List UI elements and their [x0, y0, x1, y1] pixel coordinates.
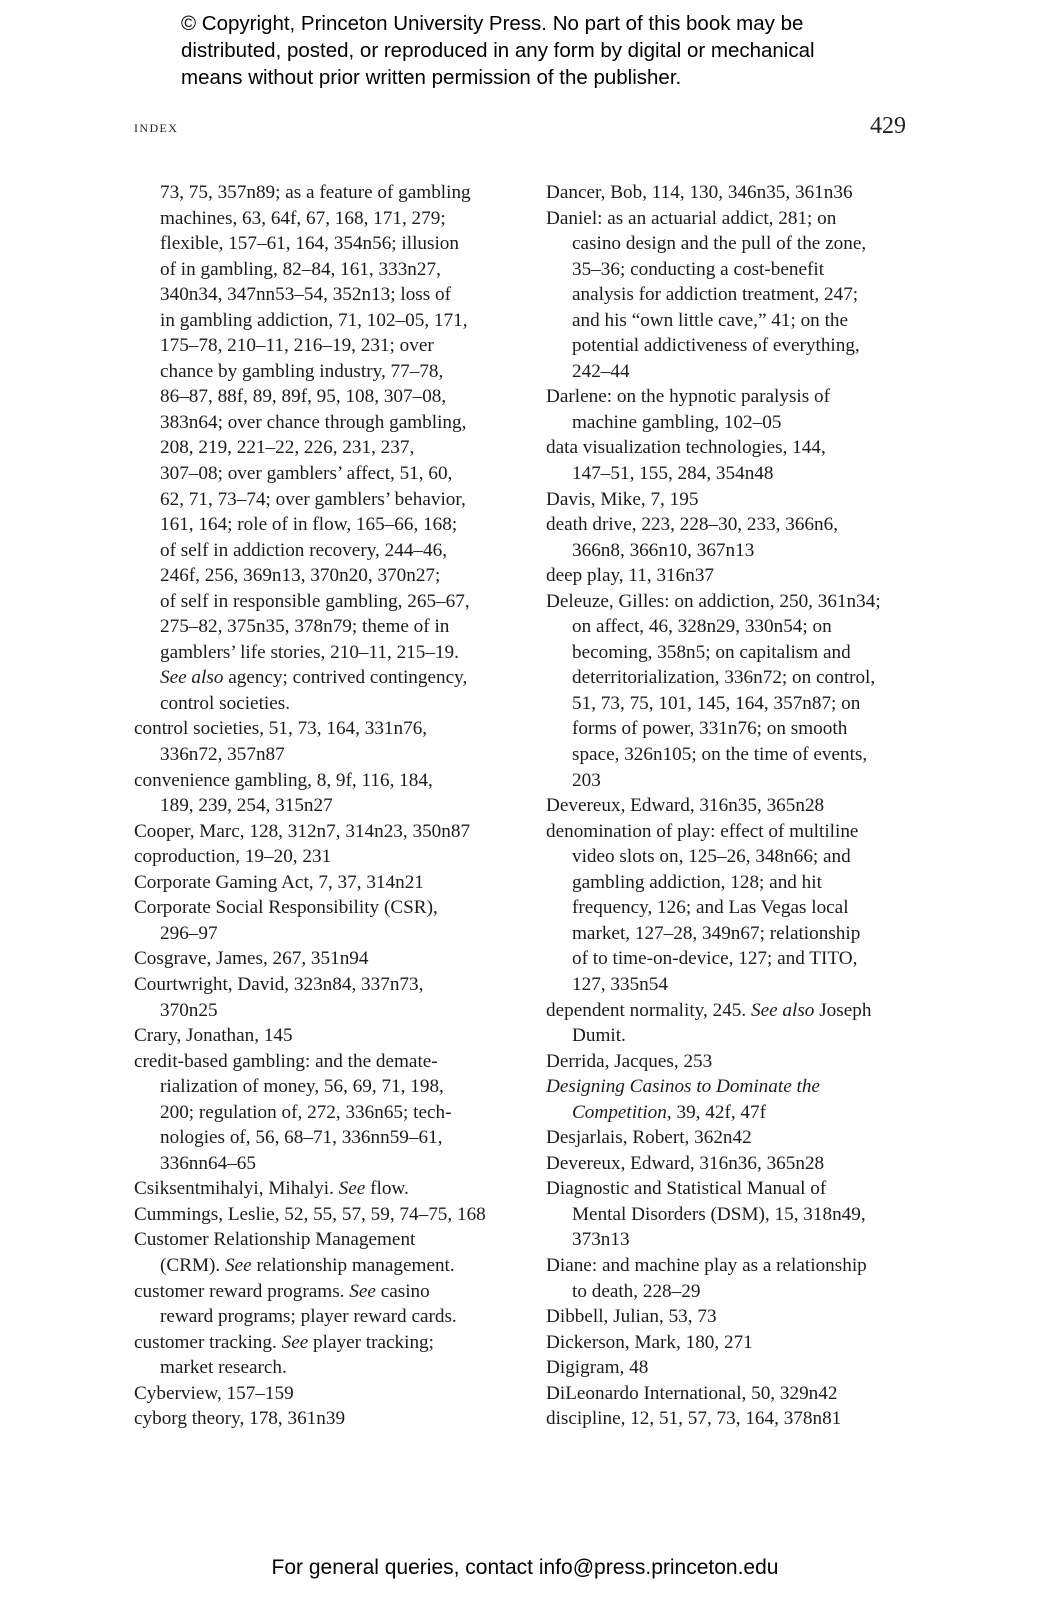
index-entry-continuation	[546, 742, 931, 768]
index-text: death drive, 223, 228–30, 233, 366n6,	[546, 514, 839, 536]
index-text: Diane: and machine play as a relationship	[546, 1254, 867, 1276]
index-entry-continuation	[546, 257, 931, 283]
footer-contact: For general queries, contact info@press.princeton.edu	[271, 1556, 779, 1579]
index-text: 307–08; over gamblers’ affect, 51, 60,	[160, 463, 453, 485]
index-entry-continuation	[134, 691, 519, 717]
index-text: (CRM).	[160, 1254, 226, 1276]
index-text: and his “own little cave,” 41; on the	[572, 309, 849, 331]
running-head-title: index	[134, 117, 179, 136]
index-entry-continuation	[546, 538, 931, 564]
index-text: Cyberview, 157–159	[134, 1382, 294, 1404]
index-entry	[134, 1406, 519, 1432]
index-text: 161, 164; role of in flow, 165–66, 168;	[160, 514, 458, 536]
index-entry-continuation	[546, 410, 931, 436]
index-entry-continuation	[134, 257, 519, 283]
index-text: customer reward programs.	[134, 1280, 350, 1302]
index-entry-continuation	[546, 231, 931, 257]
page-number: 429	[870, 113, 906, 139]
index-text: Davis, Mike, 7, 195	[546, 488, 699, 510]
index-text: of in gambling, 82–84, 161, 333n27,	[160, 258, 441, 280]
index-entry	[546, 1049, 931, 1075]
copyright-line: © Copyright, Princeton University Press. No part of this book may be	[181, 12, 804, 35]
index-entry-continuation	[546, 461, 931, 487]
index-text: denomination of play: effect of multiline	[546, 820, 859, 842]
index-text: Cummings, Leslie, 52, 55, 57, 59, 74–75, 168	[134, 1203, 486, 1225]
index-text: DiLeonardo International, 50, 329n42	[546, 1382, 838, 1404]
index-text: casino	[375, 1280, 430, 1302]
index-text: to death, 228–29	[572, 1280, 701, 1302]
index-entry	[546, 384, 931, 410]
index-text: 51, 73, 75, 101, 145, 164, 357n87; on	[572, 692, 861, 714]
index-entry	[546, 793, 931, 819]
index-text: control societies.	[160, 692, 291, 714]
index-entry-continuation	[134, 614, 519, 640]
index-entry	[134, 1279, 519, 1305]
index-text: of to time-on-device, 127; and TITO,	[572, 948, 858, 970]
index-text: Csiksentmihalyi, Mihalyi.	[134, 1178, 339, 1200]
index-entry	[546, 589, 931, 615]
index-text: frequency, 126; and Las Vegas local	[572, 897, 849, 919]
index-entry	[134, 1381, 519, 1407]
index-entry	[546, 1330, 931, 1356]
copyright-line: means without prior written permission of the publisher.	[181, 66, 682, 89]
index-entry	[546, 1304, 931, 1330]
index-entry-continuation	[134, 998, 519, 1024]
index-entry-continuation	[546, 1227, 931, 1253]
index-text: Cooper, Marc, 128, 312n7, 314n23, 350n87	[134, 820, 471, 842]
index-column-left	[134, 180, 519, 1432]
index-entry-continuation	[546, 665, 931, 691]
index-entry-continuation	[546, 946, 931, 972]
index-entry-continuation	[134, 435, 519, 461]
index-cross-reference: See	[281, 1331, 309, 1353]
index-text: gamblers’ life stories, 210–11, 215–19.	[160, 641, 459, 663]
index-text: cyborg theory, 178, 361n39	[134, 1408, 346, 1430]
index-text: 203	[572, 769, 601, 791]
index-text: in gambling addiction, 71, 102–05, 171,	[160, 309, 468, 331]
index-entry-continuation	[134, 487, 519, 513]
index-entry-continuation	[134, 665, 519, 691]
index-text: Courtwright, David, 323n84, 337n73,	[134, 973, 424, 995]
index-text: Cosgrave, James, 267, 351n94	[134, 948, 369, 970]
index-entry-continuation	[546, 640, 931, 666]
index-entry-continuation	[546, 1023, 931, 1049]
index-text: video slots on, 125–26, 348n66; and	[572, 846, 851, 868]
index-text: relationship management.	[251, 1254, 455, 1276]
index-entry	[134, 819, 519, 845]
index-entry-continuation	[134, 206, 519, 232]
index-entry	[546, 512, 931, 538]
index-text: Devereux, Edward, 316n36, 365n28	[546, 1152, 825, 1174]
index-entry-continuation	[546, 1202, 931, 1228]
index-italic-text: Competition	[572, 1101, 667, 1123]
index-text: Dancer, Bob, 114, 130, 346n35, 361n36	[546, 182, 853, 203]
index-text: Crary, Jonathan, 145	[134, 1025, 293, 1047]
index-text: becoming, 358n5; on capitalism and	[572, 641, 851, 663]
index-entry	[134, 895, 519, 921]
index-text: Mental Disorders (DSM), 15, 318n49,	[572, 1203, 866, 1225]
index-text: flow.	[365, 1178, 409, 1200]
index-entry	[134, 1176, 519, 1202]
index-text: Joseph	[814, 999, 872, 1021]
index-entry-continuation	[134, 333, 519, 359]
index-entry	[134, 716, 519, 742]
index-text: Dumit.	[572, 1025, 626, 1047]
index-entry	[546, 1406, 931, 1432]
index-text: nologies of, 56, 68–71, 336nn59–61,	[160, 1127, 443, 1149]
index-entry-continuation	[546, 614, 931, 640]
index-entry-continuation	[134, 640, 519, 666]
index-entry-continuation	[134, 282, 519, 308]
index-entry	[546, 1253, 931, 1279]
index-text: Customer Relationship Management	[134, 1229, 416, 1251]
index-entry-continuation	[546, 308, 931, 334]
index-text: 86–87, 88f, 89, 89f, 95, 108, 307–08,	[160, 386, 447, 408]
index-column-right	[546, 180, 931, 1432]
index-text: dependent normality, 245.	[546, 999, 751, 1021]
index-entry	[546, 563, 931, 589]
index-text: reward programs; player reward cards.	[160, 1306, 457, 1328]
index-text: machines, 63, 64f, 67, 168, 171, 279;	[160, 207, 446, 229]
index-entry	[546, 1074, 931, 1100]
index-entry-continuation	[134, 180, 519, 206]
index-entry-continuation	[134, 308, 519, 334]
index-italic-text: See also	[160, 667, 224, 689]
index-entry-continuation	[134, 921, 519, 947]
running-head	[134, 113, 906, 145]
index-text: convenience gambling, 8, 9f, 116, 184,	[134, 769, 433, 791]
index-text: Diagnostic and Statistical Manual of	[546, 1178, 827, 1200]
index-entry-continuation	[134, 1125, 519, 1151]
index-text: control societies, 51, 73, 164, 331n76,	[134, 718, 428, 740]
index-text: 127, 335n54	[572, 973, 668, 995]
index-text: Dickerson, Mark, 180, 271	[546, 1331, 753, 1353]
index-text: Dibbell, Julian, 53, 73	[546, 1306, 717, 1328]
index-text: 35–36; conducting a cost-benefit	[572, 258, 825, 280]
index-entry-continuation	[134, 1355, 519, 1381]
index-text: 246f, 256, 369n13, 370n20, 370n27;	[160, 565, 441, 587]
index-entry	[134, 870, 519, 896]
index-entry-continuation	[134, 384, 519, 410]
index-text: deep play, 11, 316n37	[546, 565, 715, 587]
index-text: 73, 75, 357n89; as a feature of gambling	[160, 182, 471, 203]
index-text: 383n64; over chance through gambling,	[160, 411, 467, 433]
index-entry-continuation	[546, 691, 931, 717]
index-text: 275–82, 375n35, 378n79; theme of in	[160, 616, 450, 638]
index-entry	[546, 1125, 931, 1151]
index-entry	[546, 1151, 931, 1177]
index-text: of self in addiction recovery, 244–46,	[160, 539, 448, 561]
index-text: Corporate Social Responsibility (CSR),	[134, 897, 438, 919]
index-entry-continuation	[546, 1100, 931, 1126]
index-entry	[134, 844, 519, 870]
index-text: 189, 239, 254, 315n27	[160, 795, 333, 817]
index-cross-reference: See	[349, 1280, 376, 1302]
index-text: Darlene: on the hypnotic paralysis of	[546, 386, 830, 408]
index-entry-continuation	[134, 589, 519, 615]
index-entry-continuation	[546, 768, 931, 794]
index-entry	[134, 946, 519, 972]
index-entry-continuation	[546, 844, 931, 870]
index-text: data visualization technologies, 144,	[546, 437, 826, 459]
index-text: customer tracking.	[134, 1331, 282, 1353]
index-entry	[546, 1381, 931, 1407]
index-text: 200; regulation of, 272, 336n65; tech-	[160, 1101, 452, 1123]
copyright-line: distributed, posted, or reproduced in any form by digital or mechanical	[181, 39, 815, 62]
index-text: 370n25	[160, 999, 218, 1021]
index-text: 336n72, 357n87	[160, 744, 285, 766]
index-text: 340n34, 347nn53–54, 352n13; loss of	[160, 284, 452, 306]
index-text: 242–44	[572, 360, 630, 382]
index-entry	[134, 1049, 519, 1075]
index-entry-continuation	[134, 231, 519, 257]
index-text: agency; contrived contingency,	[223, 667, 468, 689]
index-text: Desjarlais, Robert, 362n42	[546, 1127, 752, 1149]
index-entry-continuation	[546, 921, 931, 947]
index-text: machine gambling, 102–05	[572, 411, 782, 433]
index-entry	[546, 487, 931, 513]
index-text: gambling addiction, 128; and hit	[572, 871, 822, 893]
index-entry-continuation	[546, 1279, 931, 1305]
index-entry	[134, 1330, 519, 1356]
index-text: deterritorialization, 336n72; on control,	[572, 667, 876, 689]
index-entry-continuation	[546, 359, 931, 385]
index-text: 62, 71, 73–74; over gamblers’ behavior,	[160, 488, 466, 510]
index-entry-continuation	[134, 1100, 519, 1126]
index-entry-continuation	[134, 1304, 519, 1330]
index-text: space, 326n105; on the time of events,	[572, 744, 868, 766]
index-text: 296–97	[160, 922, 218, 944]
index-text: potential addictiveness of everything,	[572, 335, 860, 357]
index-text: discipline, 12, 51, 57, 73, 164, 378n81	[546, 1408, 842, 1430]
index-cross-reference: See	[225, 1254, 252, 1276]
index-text: 366n8, 366n10, 367n13	[572, 539, 755, 561]
index-text: , 39, 42f, 47f	[666, 1101, 766, 1123]
index-text: Daniel: as an actuarial addict, 281; on	[546, 207, 837, 229]
index-text: forms of power, 331n76; on smooth	[572, 718, 848, 740]
index-entry	[546, 435, 931, 461]
index-entry-continuation	[134, 410, 519, 436]
index-entry-continuation	[134, 512, 519, 538]
index-text: Corporate Gaming Act, 7, 37, 314n21	[134, 871, 424, 893]
index-text: Derrida, Jacques, 253	[546, 1050, 713, 1072]
index-text: 373n13	[572, 1229, 630, 1251]
index-text: 336nn64–65	[160, 1152, 256, 1174]
index-entry	[546, 1355, 931, 1381]
index-entry-continuation	[546, 333, 931, 359]
index-entry	[546, 180, 931, 206]
index-entry-continuation	[134, 1074, 519, 1100]
index-entry-continuation	[546, 282, 931, 308]
index-text: casino design and the pull of the zone,	[572, 233, 867, 255]
index-entry	[134, 972, 519, 998]
index-entry	[134, 1023, 519, 1049]
index-text: rialization of money, 56, 69, 71, 198,	[160, 1076, 444, 1098]
index-text: Digigram, 48	[546, 1357, 649, 1379]
index-entry	[134, 768, 519, 794]
index-entry-continuation	[134, 538, 519, 564]
index-text: chance by gambling industry, 77–78,	[160, 360, 444, 382]
index-entry-continuation	[134, 461, 519, 487]
index-text: analysis for addiction treatment, 247;	[572, 284, 859, 306]
index-entry	[546, 206, 931, 232]
index-italic-text: Designing Casinos to Dominate the	[546, 1076, 820, 1098]
index-entry-continuation	[134, 793, 519, 819]
index-cross-reference: See	[338, 1178, 366, 1200]
index-text: on affect, 46, 328n29, 330n54; on	[572, 616, 832, 638]
index-text: 208, 219, 221–22, 226, 231, 237,	[160, 437, 415, 459]
index-text: flexible, 157–61, 164, 354n56; illusion	[160, 233, 459, 255]
index-entry-continuation	[134, 563, 519, 589]
index-entry-continuation	[546, 716, 931, 742]
index-entry-continuation	[546, 870, 931, 896]
copyright-notice	[181, 10, 941, 91]
index-text: 175–78, 210–11, 216–19, 231; over	[160, 335, 434, 357]
index-entry-continuation	[134, 359, 519, 385]
index-text: 147–51, 155, 284, 354n48	[572, 463, 774, 485]
index-entry	[546, 998, 931, 1024]
index-entry	[546, 1176, 931, 1202]
index-text: Devereux, Edward, 316n35, 365n28	[546, 795, 825, 817]
index-entry-continuation	[546, 972, 931, 998]
index-text: Deleuze, Gilles: on addiction, 250, 361n34;	[546, 590, 881, 612]
index-entry-continuation	[134, 1151, 519, 1177]
index-entry-continuation	[134, 1253, 519, 1279]
index-text: credit-based gambling: and the demate-	[134, 1050, 438, 1072]
index-entry-continuation	[134, 742, 519, 768]
index-text: market research.	[160, 1357, 287, 1379]
index-entry	[134, 1202, 519, 1228]
index-text: player tracking;	[308, 1331, 434, 1353]
index-cross-reference: See also	[750, 999, 815, 1021]
index-entry-continuation	[546, 895, 931, 921]
index-entry	[546, 819, 931, 845]
index-text: market, 127–28, 349n67; relationship	[572, 922, 861, 944]
index-text: coproduction, 19–20, 231	[134, 846, 332, 868]
index-entry	[134, 1227, 519, 1253]
index-text: of self in responsible gambling, 265–67,	[160, 590, 470, 612]
